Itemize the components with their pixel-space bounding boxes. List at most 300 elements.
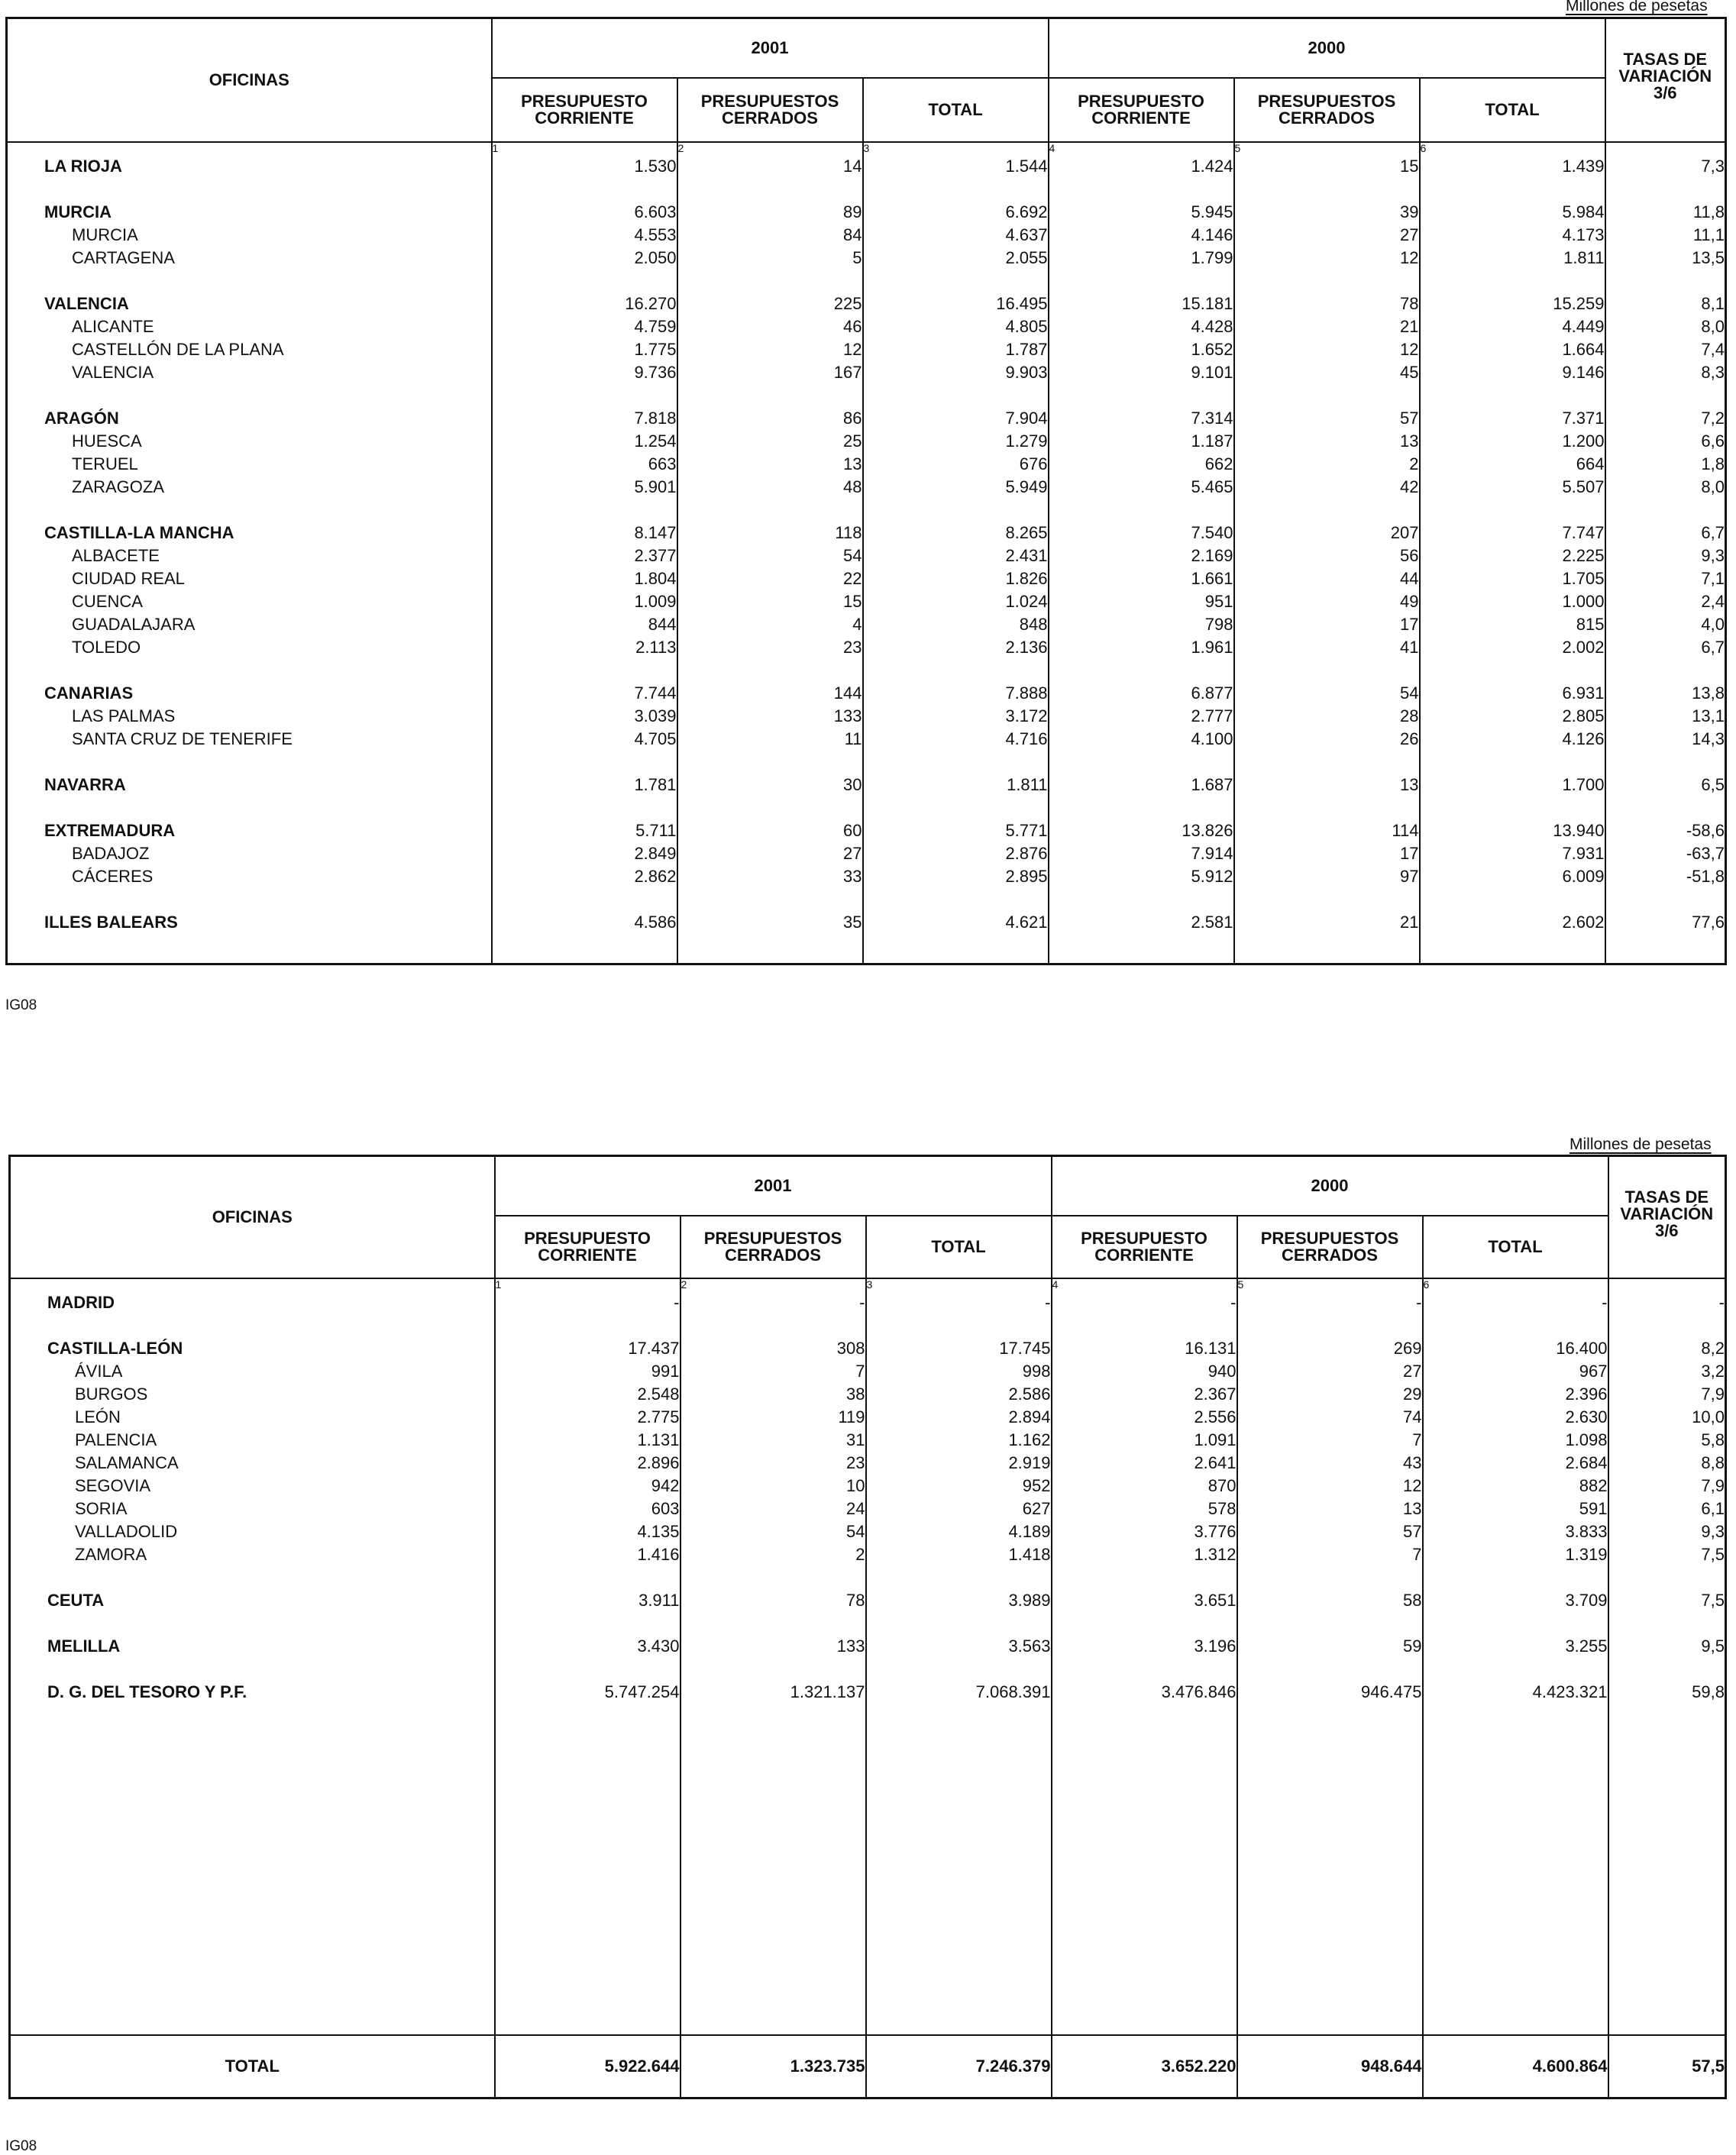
amount-cell: 27 (677, 841, 863, 864)
region-name: MURCIA (7, 199, 492, 222)
amount-cell: 74 (1237, 1404, 1423, 1427)
amount-cell: 1.091 (1052, 1427, 1237, 1450)
amount-cell: 4.805 (863, 314, 1049, 337)
amount-cell: 844 (492, 612, 677, 635)
amount-cell: 7.888 (863, 680, 1049, 703)
region-row (10, 1290, 1726, 1313)
variation-rate: 10,0 (1608, 1404, 1726, 1427)
amount-cell: 144 (677, 680, 863, 703)
amount-cell: 84 (677, 222, 863, 245)
amount-cell: 17.437 (495, 1336, 680, 1359)
amount-cell: 13 (1234, 772, 1420, 795)
variation-rate: 7,4 (1605, 337, 1726, 360)
total-value: 1.323.735 (680, 2035, 866, 2098)
office-name: ALICANTE (7, 314, 492, 337)
amount-cell: 2.684 (1423, 1450, 1608, 1473)
office-name: SANTA CRUZ DE TENERIFE (7, 726, 492, 749)
amount-cell: 1.799 (1049, 245, 1234, 268)
amount-cell: 5.771 (863, 818, 1049, 841)
office-name: ÁVILA (10, 1359, 495, 1381)
amount-cell: 7.931 (1420, 841, 1605, 864)
amount-cell: 45 (1234, 360, 1420, 383)
amount-cell: 56 (1234, 543, 1420, 566)
amount-cell: 10 (680, 1473, 866, 1496)
office-name: PALENCIA (10, 1427, 495, 1450)
amount-cell: 2.896 (495, 1450, 680, 1473)
amount-cell: 6.603 (492, 199, 677, 222)
amount-cell: 4.586 (492, 909, 677, 932)
amount-cell: 133 (677, 703, 863, 726)
total-value: 3.652.220 (1052, 2035, 1237, 2098)
office-row (10, 1427, 1726, 1450)
office-row (10, 1450, 1726, 1473)
header-tasas: TASAS DE VARIACIÓN 3/6 (1605, 18, 1726, 142)
variation-rate: - (1608, 1290, 1726, 1313)
header-year-2000: 2000 (1049, 18, 1605, 78)
amount-cell: 1.700 (1420, 772, 1605, 795)
amount-cell: 119 (680, 1404, 866, 1427)
amount-cell: 13 (1237, 1496, 1423, 1519)
amount-cell: 4.135 (495, 1519, 680, 1542)
amount-cell: 627 (866, 1496, 1052, 1519)
amount-cell: 2.919 (866, 1450, 1052, 1473)
office-row (7, 474, 1726, 497)
region-name: NAVARRA (7, 772, 492, 795)
variation-rate: 6,6 (1605, 428, 1726, 451)
amount-cell: 15.259 (1420, 291, 1605, 314)
office-row (10, 1381, 1726, 1404)
amount-cell: 12 (1234, 245, 1420, 268)
amount-cell: 1.321.137 (680, 1679, 866, 1702)
office-row (7, 566, 1726, 589)
header-year-2001: 2001 (495, 1156, 1052, 1216)
amount-cell: 4.637 (863, 222, 1049, 245)
amount-cell: 49 (1234, 589, 1420, 612)
amount-cell: 6.877 (1049, 680, 1234, 703)
header-corriente: PRESUPUESTO CORRIENTE (492, 78, 677, 142)
region-name: MELILLA (10, 1633, 495, 1656)
amount-cell: 225 (677, 291, 863, 314)
office-row (10, 1542, 1726, 1565)
amount-cell: 2.777 (1049, 703, 1234, 726)
amount-cell: 940 (1052, 1359, 1237, 1381)
region-row (10, 1336, 1726, 1359)
amount-cell: 6.009 (1420, 864, 1605, 887)
variation-rate: 7,5 (1608, 1588, 1726, 1611)
variation-rate: -63,7 (1605, 841, 1726, 864)
amount-cell: 4.716 (863, 726, 1049, 749)
col-index: 6 (1420, 142, 1605, 153)
variation-rate: 8,3 (1605, 360, 1726, 383)
amount-cell: 7.818 (492, 405, 677, 428)
office-row (7, 635, 1726, 657)
amount-cell: 5.747.254 (495, 1679, 680, 1702)
amount-cell: 97 (1234, 864, 1420, 887)
amount-cell: 16.495 (863, 291, 1049, 314)
amount-cell: 78 (1234, 291, 1420, 314)
amount-cell: 4.705 (492, 726, 677, 749)
office-row (7, 314, 1726, 337)
office-row (7, 222, 1726, 245)
amount-cell: 942 (495, 1473, 680, 1496)
office-name: CUENCA (7, 589, 492, 612)
amount-cell: 5.945 (1049, 199, 1234, 222)
region-row (7, 291, 1726, 314)
amount-cell: 2 (680, 1542, 866, 1565)
amount-cell: 133 (680, 1633, 866, 1656)
total-value: 4.600.864 (1423, 2035, 1608, 2098)
total-row (10, 2035, 1726, 2098)
amount-cell: 43 (1237, 1450, 1423, 1473)
amount-cell: 578 (1052, 1496, 1237, 1519)
header-cerrados: PRESUPUESTOS CERRADOS (1234, 78, 1420, 142)
amount-cell: 2.556 (1052, 1404, 1237, 1427)
variation-rate: 2,4 (1605, 589, 1726, 612)
amount-cell: 3.476.846 (1052, 1679, 1237, 1702)
office-name: ZAMORA (10, 1542, 495, 1565)
total-value: 5.922.644 (495, 2035, 680, 2098)
amount-cell: 9.146 (1420, 360, 1605, 383)
amount-cell: 591 (1423, 1496, 1608, 1519)
region-name: ILLES BALEARS (7, 909, 492, 932)
variation-rate: 1,8 (1605, 451, 1726, 474)
amount-cell: - (1237, 1290, 1423, 1313)
amount-cell: 3.833 (1423, 1519, 1608, 1542)
amount-cell: 308 (680, 1336, 866, 1359)
variation-rate: 6,1 (1608, 1496, 1726, 1519)
amount-cell: 167 (677, 360, 863, 383)
office-name: GUADALAJARA (7, 612, 492, 635)
amount-cell: 15.181 (1049, 291, 1234, 314)
amount-cell: 2.113 (492, 635, 677, 657)
amount-cell: 22 (677, 566, 863, 589)
amount-cell: 12 (677, 337, 863, 360)
amount-cell: 1.826 (863, 566, 1049, 589)
amount-cell: 4.621 (863, 909, 1049, 932)
amount-cell: 2.849 (492, 841, 677, 864)
amount-cell: 1.187 (1049, 428, 1234, 451)
amount-cell: - (680, 1290, 866, 1313)
amount-cell: 57 (1237, 1519, 1423, 1542)
amount-cell: 662 (1049, 451, 1234, 474)
region-row (7, 909, 1726, 932)
amount-cell: 23 (677, 635, 863, 657)
amount-cell: 9.736 (492, 360, 677, 383)
amount-cell: 13.826 (1049, 818, 1234, 841)
amount-cell: 7.068.391 (866, 1679, 1052, 1702)
amount-cell: 664 (1420, 451, 1605, 474)
col-index: 1 (492, 142, 677, 153)
office-name: LEÓN (10, 1404, 495, 1427)
amount-cell: 2.641 (1052, 1450, 1237, 1473)
variation-rate: 5,8 (1608, 1427, 1726, 1450)
variation-rate: 7,9 (1608, 1473, 1726, 1496)
office-name: VALLADOLID (10, 1519, 495, 1542)
office-row (7, 451, 1726, 474)
office-name: SALAMANCA (10, 1450, 495, 1473)
amount-cell: 11 (677, 726, 863, 749)
amount-cell: 1.664 (1420, 337, 1605, 360)
amount-cell: 1.200 (1420, 428, 1605, 451)
office-row (7, 428, 1726, 451)
amount-cell: 3.430 (495, 1633, 680, 1656)
amount-cell: 16.270 (492, 291, 677, 314)
region-name: VALENCIA (7, 291, 492, 314)
amount-cell: 2.055 (863, 245, 1049, 268)
amount-cell: 2.169 (1049, 543, 1234, 566)
office-row (7, 543, 1726, 566)
variation-rate: 77,6 (1605, 909, 1726, 932)
amount-cell: 1.687 (1049, 772, 1234, 795)
amount-cell: 2.586 (866, 1381, 1052, 1404)
amount-cell: 951 (1049, 589, 1234, 612)
col-index: 5 (1234, 142, 1420, 153)
budget-table-2 (8, 1155, 1727, 2099)
amount-cell: 9.903 (863, 360, 1049, 383)
region-name: CEUTA (10, 1588, 495, 1611)
region-name: MADRID (10, 1290, 495, 1313)
variation-rate: 7,2 (1605, 405, 1726, 428)
variation-rate: 7,3 (1605, 153, 1726, 176)
office-name: CARTAGENA (7, 245, 492, 268)
office-name: SORIA (10, 1496, 495, 1519)
amount-cell: 7.904 (863, 405, 1049, 428)
amount-cell: 3.563 (866, 1633, 1052, 1656)
variation-rate: 7,9 (1608, 1381, 1726, 1404)
header-tasas: TASAS DE VARIACIÓN 3/6 (1608, 1156, 1726, 1278)
amount-cell: 46 (677, 314, 863, 337)
header-total: TOTAL (1420, 78, 1605, 142)
amount-cell: 1.544 (863, 153, 1049, 176)
variation-rate: 11,8 (1605, 199, 1726, 222)
amount-cell: 54 (677, 543, 863, 566)
amount-cell: 2.895 (863, 864, 1049, 887)
amount-cell: 3.989 (866, 1588, 1052, 1611)
amount-cell: 2.050 (492, 245, 677, 268)
variation-rate: 7,5 (1608, 1542, 1726, 1565)
amount-cell: 676 (863, 451, 1049, 474)
variation-rate: 6,7 (1605, 635, 1726, 657)
region-name: CASTILLA-LEÓN (10, 1336, 495, 1359)
office-row (7, 245, 1726, 268)
amount-cell: 3.039 (492, 703, 677, 726)
amount-cell: 7.747 (1420, 520, 1605, 543)
region-row (7, 153, 1726, 176)
variation-rate: 7,1 (1605, 566, 1726, 589)
amount-cell: 2.775 (495, 1404, 680, 1427)
office-name: LAS PALMAS (7, 703, 492, 726)
col-index: 3 (866, 1278, 1052, 1290)
header-oficinas: OFICINAS (10, 1156, 495, 1278)
office-row (7, 360, 1726, 383)
region-row (10, 1633, 1726, 1656)
amount-cell: 3.255 (1423, 1633, 1608, 1656)
variation-rate: 9,3 (1608, 1519, 1726, 1542)
office-name: SEGOVIA (10, 1473, 495, 1496)
amount-cell: 815 (1420, 612, 1605, 635)
amount-cell: 1.254 (492, 428, 677, 451)
amount-cell: 35 (677, 909, 863, 932)
amount-cell: 7 (1237, 1542, 1423, 1565)
amount-cell: 946.475 (1237, 1679, 1423, 1702)
amount-cell: 2.136 (863, 635, 1049, 657)
office-row (10, 1519, 1726, 1542)
header-total: TOTAL (863, 78, 1049, 142)
amount-cell: 1.652 (1049, 337, 1234, 360)
office-row (10, 1404, 1726, 1427)
amount-cell: 2 (1234, 451, 1420, 474)
total-label: TOTAL (10, 2035, 495, 2098)
amount-cell: 7.914 (1049, 841, 1234, 864)
amount-cell: 991 (495, 1359, 680, 1381)
amount-cell: 4.173 (1420, 222, 1605, 245)
amount-cell: 1.162 (866, 1427, 1052, 1450)
header-total: TOTAL (1423, 1216, 1608, 1278)
amount-cell: 1.811 (1420, 245, 1605, 268)
amount-cell: 3.911 (495, 1588, 680, 1611)
region-row (7, 772, 1726, 795)
amount-cell: 1.775 (492, 337, 677, 360)
amount-cell: 24 (680, 1496, 866, 1519)
amount-cell: 603 (495, 1496, 680, 1519)
amount-cell: 4.126 (1420, 726, 1605, 749)
variation-rate: 9,3 (1605, 543, 1726, 566)
variation-rate: 11,1 (1605, 222, 1726, 245)
col-index: 2 (677, 142, 863, 153)
amount-cell: 28 (1234, 703, 1420, 726)
variation-rate: 9,5 (1608, 1633, 1726, 1656)
amount-cell: 9.101 (1049, 360, 1234, 383)
amount-cell: 7.744 (492, 680, 677, 703)
amount-cell: 54 (1234, 680, 1420, 703)
amount-cell: 2.894 (866, 1404, 1052, 1427)
amount-cell: 2.876 (863, 841, 1049, 864)
amount-cell: 7.540 (1049, 520, 1234, 543)
office-row (7, 841, 1726, 864)
amount-cell: 59 (1237, 1633, 1423, 1656)
amount-cell: 48 (677, 474, 863, 497)
total-rate: 57,5 (1608, 2035, 1726, 2098)
amount-cell: 1.439 (1420, 153, 1605, 176)
variation-rate: 13,8 (1605, 680, 1726, 703)
total-value: 7.246.379 (866, 2035, 1052, 2098)
office-name: TERUEL (7, 451, 492, 474)
amount-cell: 54 (680, 1519, 866, 1542)
amount-cell: 967 (1423, 1359, 1608, 1381)
amount-cell: 21 (1234, 314, 1420, 337)
amount-cell: 42 (1234, 474, 1420, 497)
amount-cell: 207 (1234, 520, 1420, 543)
amount-cell: 26 (1234, 726, 1420, 749)
amount-cell: 39 (1234, 199, 1420, 222)
amount-cell: 5.949 (863, 474, 1049, 497)
amount-cell: - (866, 1290, 1052, 1313)
amount-cell: 998 (866, 1359, 1052, 1381)
region-name: CASTILLA-LA MANCHA (7, 520, 492, 543)
office-name: TOLEDO (7, 635, 492, 657)
amount-cell: 6.692 (863, 199, 1049, 222)
amount-cell: 3.776 (1052, 1519, 1237, 1542)
amount-cell: 44 (1234, 566, 1420, 589)
amount-cell: 4.189 (866, 1519, 1052, 1542)
amount-cell: 7 (680, 1359, 866, 1381)
amount-cell: 952 (866, 1473, 1052, 1496)
amount-cell: 5.912 (1049, 864, 1234, 887)
amount-cell: 2.602 (1420, 909, 1605, 932)
amount-cell: 2.581 (1049, 909, 1234, 932)
amount-cell: 33 (677, 864, 863, 887)
amount-cell: 1.530 (492, 153, 677, 176)
amount-cell: 7 (1237, 1427, 1423, 1450)
amount-cell: 1.787 (863, 337, 1049, 360)
amount-cell: 5.507 (1420, 474, 1605, 497)
footer-code: IG08 (5, 2138, 37, 2154)
office-name: CÁCERES (7, 864, 492, 887)
amount-cell: 1.811 (863, 772, 1049, 795)
amount-cell: 114 (1234, 818, 1420, 841)
amount-cell: 21 (1234, 909, 1420, 932)
header-corriente: PRESUPUESTO CORRIENTE (1052, 1216, 1237, 1278)
office-name: ZARAGOZA (7, 474, 492, 497)
amount-cell: 78 (680, 1588, 866, 1611)
amount-cell: 38 (680, 1381, 866, 1404)
amount-cell: 1.024 (863, 589, 1049, 612)
variation-rate: 6,5 (1605, 772, 1726, 795)
col-index: 6 (1423, 1278, 1608, 1290)
amount-cell: 4.146 (1049, 222, 1234, 245)
office-name: BURGOS (10, 1381, 495, 1404)
amount-cell: 17 (1234, 841, 1420, 864)
amount-cell: 1.312 (1052, 1542, 1237, 1565)
amount-cell: 13 (677, 451, 863, 474)
variation-rate: 13,5 (1605, 245, 1726, 268)
amount-cell: 27 (1237, 1359, 1423, 1381)
amount-cell: 60 (677, 818, 863, 841)
office-name: CASTELLÓN DE LA PLANA (7, 337, 492, 360)
amount-cell: 7.371 (1420, 405, 1605, 428)
amount-cell: 57 (1234, 405, 1420, 428)
amount-cell: 14 (677, 153, 863, 176)
col-index: 4 (1049, 142, 1234, 153)
amount-cell: 2.630 (1423, 1404, 1608, 1427)
amount-cell: 1.098 (1423, 1427, 1608, 1450)
units-label: Millones de pesetas (1566, 0, 1708, 15)
amount-cell: 86 (677, 405, 863, 428)
amount-cell: 1.781 (492, 772, 677, 795)
amount-cell: 5.901 (492, 474, 677, 497)
amount-cell: 5 (677, 245, 863, 268)
header-corriente: PRESUPUESTO CORRIENTE (495, 1216, 680, 1278)
amount-cell: 2.805 (1420, 703, 1605, 726)
amount-cell: - (1423, 1290, 1608, 1313)
col-index: 4 (1052, 1278, 1237, 1290)
amount-cell: 4.449 (1420, 314, 1605, 337)
budget-table-1 (5, 17, 1727, 965)
amount-cell: 4.759 (492, 314, 677, 337)
amount-cell: 882 (1423, 1473, 1608, 1496)
region-row (10, 1588, 1726, 1611)
amount-cell: 3.651 (1052, 1588, 1237, 1611)
region-row (7, 405, 1726, 428)
col-index: 3 (863, 142, 1049, 153)
amount-cell: 2.396 (1423, 1381, 1608, 1404)
amount-cell: 31 (680, 1427, 866, 1450)
amount-cell: 269 (1237, 1336, 1423, 1359)
amount-cell: 16.131 (1052, 1336, 1237, 1359)
region-row (7, 520, 1726, 543)
variation-rate: 4,0 (1605, 612, 1726, 635)
amount-cell: 870 (1052, 1473, 1237, 1496)
